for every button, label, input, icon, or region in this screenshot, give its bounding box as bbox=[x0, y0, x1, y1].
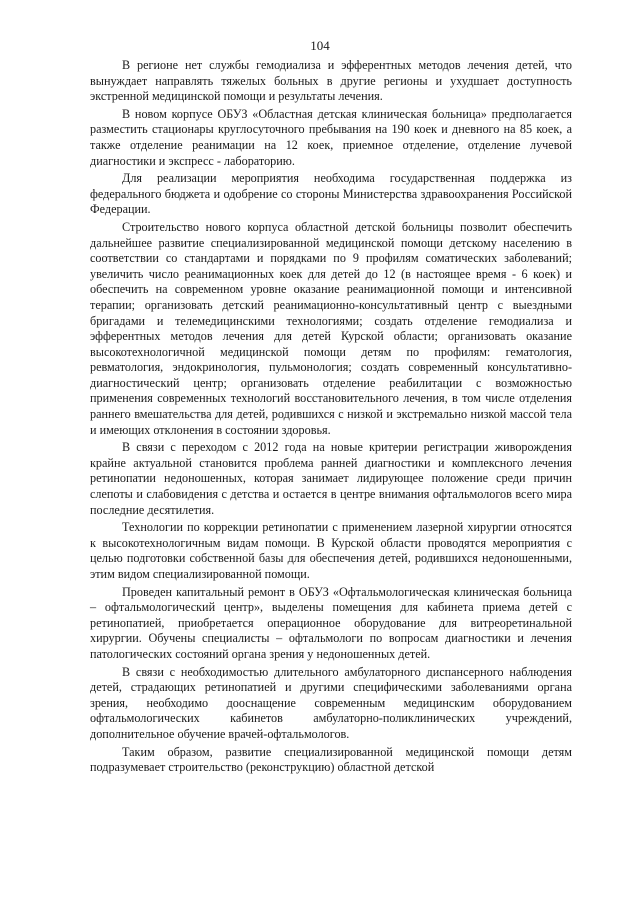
page-number: 104 bbox=[310, 38, 330, 53]
paragraph: Для реализации мероприятия необходима государственная поддержка из федерального бюджета и одобрение со стороны Министерства здравоохранения Российской Федерации. bbox=[90, 171, 572, 217]
paragraph: Таким образом, развитие специализированной медицинской помощи детям подразумевает строительство (реконструкцию) областной детской bbox=[90, 744, 572, 775]
paragraph: В новом корпусе ОБУЗ «Областная детская клиническая больница» предполагается разместить стационары круглосуточного пребывания на 190 коек и дневного на 85 коек, а также отделение реанимации на 12 коек, приемное отделение, отделение лучевой диагностики и экспресс - лабораторию. bbox=[90, 106, 572, 168]
paragraph: Проведен капитальный ремонт в ОБУЗ «Офтальмологическая клиническая больница – офтальмологический центр», выделены помещения для кабинета приема детей с ретинопатией, приобретается операционное оборудование для витреоретинальной хирургии. Обучены специалисты – офтальмологи по вопросам диагностики и лечения патологических состояний органа зрения у недоношенных детей. bbox=[90, 584, 572, 661]
paragraph: В регионе нет службы гемодиализа и эфферентных методов лечения детей, что вынуждает направлять тяжелых больных в другие регионы и ухудшает доступность экстренной медицинской помощи и результаты лечения. bbox=[90, 58, 572, 104]
document-body bbox=[90, 58, 572, 778]
paragraph: В связи с переходом с 2012 года на новые критерии регистрации живорождения крайне актуальной становится проблема ранней диагностики и комплексного лечения ретинопатии недоношенных, которая занимает лидирующее положение среди причин слепоты и слабовидения с детства и остается в центре внимания офтальмологов всего мира последние десятилетия. bbox=[90, 440, 572, 517]
paragraph: Строительство нового корпуса областной детской больницы позволит обеспечить дальнейшее развитие специализированной медицинской помощи детскому населению в соответствии со стандартами и порядками по 9 профилям соматических заболеваний; увеличить число реанимационных коек для детей до 12 (в настоящее время - 6 коек) и обеспечить на современном уровне оказание реанимационной помощи и интенсивной терапии; организовать детский реанимационно-консультативный центр с выездными бригадами и телемедицинскими технологиями; создать отделение гемодиализа и эфферентных методов лечения для детей Курской области; организовать оказание высокотехнологичной медицинской помощи детям по профилям: гематология, ревматология, эндокринология, пульмонология; создать современный консультативно-диагностический центр; организовать отделение реабилитации с возможностью применения современных технологий восстановительного лечения, в том числе отделения раннего вмешательства для детей, родившихся с низкой и экстремально низкой массой тела и имеющих отклонения в состоянии здоровья. bbox=[90, 219, 572, 437]
paragraph: Технологии по коррекции ретинопатии с применением лазерной хирургии относятся к высокотехнологичным видам помощи. В Курской области проводятся мероприятия с целью подготовки собственной базы для обеспечения детей, родившихся недоношенными, этим видом специализированной помощи. bbox=[90, 520, 572, 581]
paragraph: В связи с необходимостью длительного амбулаторного диспансерного наблюдения детей, страдающих ретинопатией и другими специфическими заболеваниями органа зрения, необходимо дооснащение современным медицинским оборудованием офтальмологических кабинетов амбулаторно-поликлинических учреждений, дополнительное обучение врачей-офтальмологов. bbox=[90, 664, 572, 741]
